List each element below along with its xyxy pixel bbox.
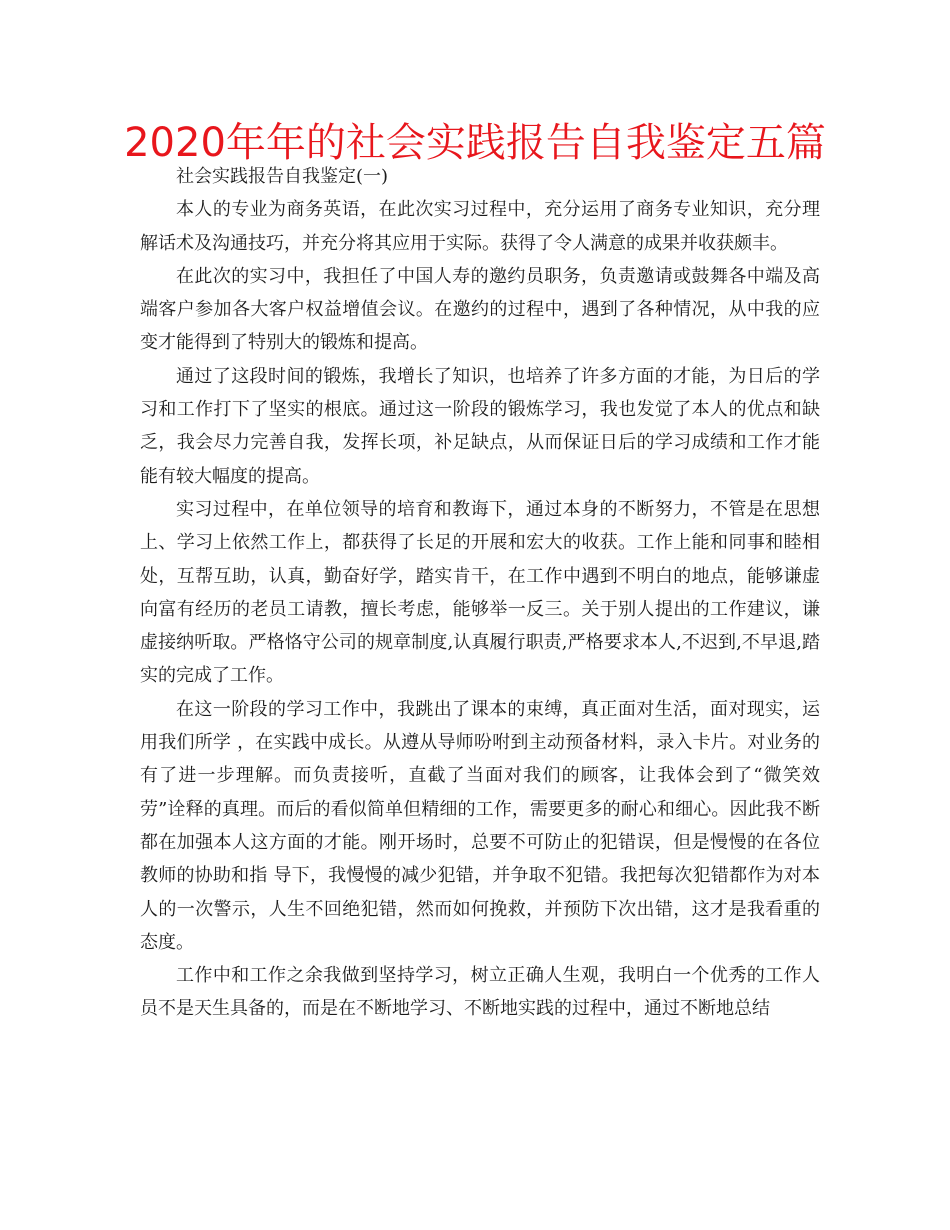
paragraph: 实习过程中，在单位领导的培育和教诲下，通过本身的不断努力，不管是在思想上、学习上依然工作上，都获得了长足的开展和宏大的收获。工作上能和同事和睦相处，互帮互助，认真，勤奋好学，踏实肯干，在工作中遇到不明白的地点，能够谦虚向富有经历的老员工请教，擅长考虑，能够举一反三。关于别人提出的工作建议，谦虚接纳听取。严格恪守公司的规章制度,认真履行职责,严格要求本人,不迟到,不早退,踏实的完成了工作。 [140, 498, 820, 687]
document-title: 2020年年的社会实践报告自我鉴定五篇 [124, 120, 826, 166]
paragraph: 在此次的实习中，我担任了中国人寿的邀约员职务，负责邀请或鼓舞各中端及高端客户参加各大客户权益增值会议。在邀约的过程中，遇到了各种情况，从中我的应变才能得到了特别大的锻炼和提高。 [140, 265, 820, 354]
document-body [140, 160, 820, 1026]
paragraph: 本人的专业为商务英语，在此次实习过程中，充分运用了商务专业知识，充分理解话术及沟通技巧，并充分将其应用于实际。获得了令人满意的成果并收获颇丰。 [140, 199, 820, 254]
paragraph: 在这一阶段的学习工作中，我跳出了课本的束缚，真正面对生活，面对现实，运用我们所学 ，在实践中成长。从遵从导师吩咐到主动预备材料，录入卡片。对业务的有了进一步理解。而负责接听，直截了当面对我们的顾客，让我体会到了“微笑效劳”诠释的真理。而后的看似简单但精细的工作，需要更多的耐心和细心。因此我不断都在加强本人这方面的才能。刚开场时，总要不可防止的犯错误，但是慢慢的在各位教师的协助和指 导下，我慢慢的减少犯错，并争取不犯错。我把每次犯错都作为对本人的一次警示，人生不回绝犯错，然而如何挽救，并预防下次出错，这才是我看重的态度。 [140, 698, 820, 953]
paragraph: 工作中和工作之余我做到坚持学习，树立正确人生观，我明白一个优秀的工作人员不是天生具备的，而是在不断地学习、不断地实践的过程中，通过不断地总结 [140, 965, 820, 1020]
paragraph: 通过了这段时间的锻炼，我增长了知识，也培养了许多方面的才能，为日后的学习和工作打下了坚实的根底。通过这一阶段的锻炼学习，我也发觉了本人的优点和缺乏，我会尽力完善自我，发挥长项，补足缺点，从而保证日后的学习成绩和工作才能能有较大幅度的提高。 [140, 365, 820, 487]
section-heading: 社会实践报告自我鉴定(一) [176, 166, 389, 187]
